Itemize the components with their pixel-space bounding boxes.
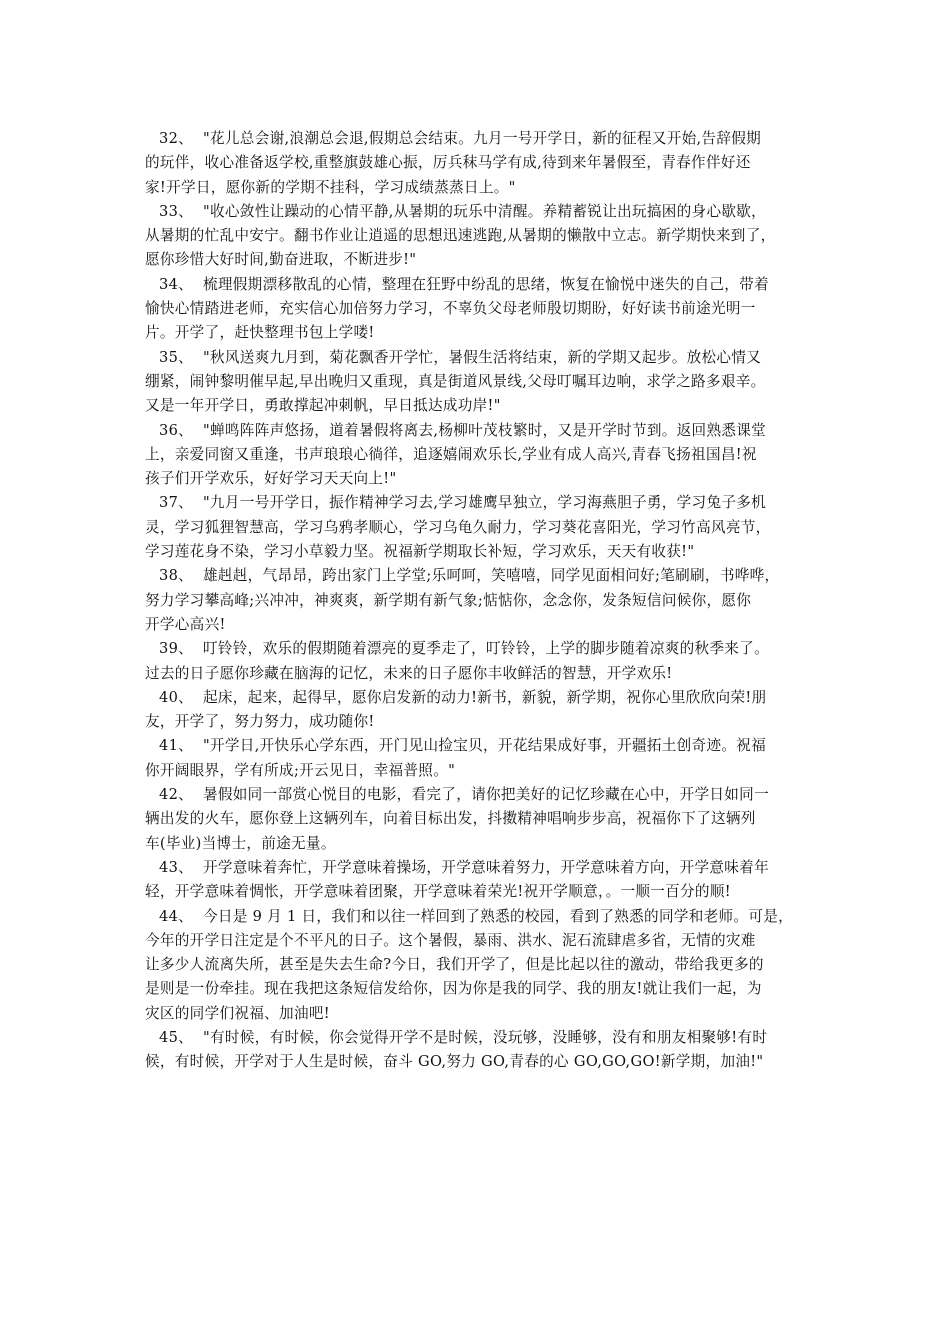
paragraph-number: 42、 <box>159 786 194 804</box>
paragraph <box>145 127 810 200</box>
paragraph-number: 33、 <box>159 202 194 220</box>
paragraph-line <box>145 807 810 831</box>
paragraph <box>145 637 810 686</box>
paragraph-line <box>145 1026 810 1050</box>
paragraph-line <box>145 953 810 977</box>
paragraph-text: "有时候，有时候，你会觉得开学不是时候，没玩够，没睡够，没有和朋友相聚够!有时 <box>203 1028 768 1046</box>
paragraph <box>145 200 810 273</box>
paragraph-text: 的玩伴，收心准备返学校,重整旗鼓雄心振，厉兵秣马学有成,待到来年暑假至，青春作伴好还 <box>145 154 751 172</box>
paragraph-text: 愿你珍惜大好时间,勤奋进取，不断进步!" <box>145 251 417 269</box>
paragraph-number: 32、 <box>159 130 194 147</box>
paragraph-text: 让多少人流离失所，甚至是失去生命?今日，我们开学了，但是比起以往的激动，带给我更多的 <box>145 956 764 974</box>
paragraph-line <box>145 443 810 467</box>
paragraph-number: 44、 <box>159 907 194 925</box>
paragraph-line <box>145 273 810 297</box>
paragraph-line <box>145 589 810 613</box>
paragraph-number: 35、 <box>159 348 194 366</box>
paragraph-text: 起床，起来，起得早，愿你启发新的动力!新书，新貌，新学期，祝你心里欣欣向荣!朋 <box>203 688 767 706</box>
paragraph-line <box>145 880 810 904</box>
paragraph <box>145 783 810 856</box>
paragraph-number: 36、 <box>159 421 194 439</box>
paragraph-line <box>145 516 810 540</box>
paragraph-line <box>145 297 810 321</box>
paragraph-text: 是则是一份牵挂。现在我把这条短信发给你，因为你是我的同学、我的朋友!就让我们一起，为 <box>145 980 762 998</box>
paragraph-line <box>145 759 810 783</box>
paragraph-line <box>145 491 810 515</box>
paragraph-number: 39、 <box>159 640 194 658</box>
paragraph-line <box>145 200 810 224</box>
paragraph-text: 愉快心情踏进老师，充实信心加倍努力学习，不辜负父母老师殷切期盼，好好读书前途光明一 <box>145 300 756 318</box>
paragraph-number: 45、 <box>159 1028 194 1046</box>
paragraph-line <box>145 1050 810 1074</box>
paragraph-line <box>145 734 810 758</box>
paragraph-line <box>145 783 810 807</box>
paragraph <box>145 419 810 492</box>
paragraph-line <box>145 176 810 200</box>
paragraph-text: "收心敛性让躁动的心情平静,从暑期的玩乐中清醒。养精蓄锐让出玩搞困的身心歇歇， <box>203 202 767 220</box>
paragraph <box>145 856 810 905</box>
paragraph-text: "蝉鸣阵阵声悠扬，道着暑假将离去,杨柳叶茂枝繁时，又是开学时节到。返回熟悉课堂 <box>203 421 767 439</box>
paragraph-number: 37、 <box>159 494 194 512</box>
paragraph-number: 38、 <box>159 567 194 585</box>
paragraph <box>145 734 810 783</box>
paragraph-text: "开学日,开快乐心学东西，开门见山捡宝贝，开花结果成好事，开疆拓土创奇迹。祝福 <box>203 737 767 755</box>
paragraph-line <box>145 929 810 953</box>
document-body <box>145 127 810 1075</box>
paragraph <box>145 1026 810 1075</box>
paragraph-text: 轻，开学意味着惆怅，开学意味着团聚，开学意味着荣光!祝开学顺意，。一顺一百分的顺! <box>145 883 731 901</box>
paragraph-line <box>145 248 810 272</box>
paragraph-text: 学习莲花身不染，学习小草毅力坚。祝福新学期取长补短，学习欢乐，天天有收获!" <box>145 543 695 561</box>
paragraph-number: 40、 <box>159 688 194 706</box>
paragraph-text: 辆出发的火车，愿你登上这辆列车，向着目标出发，抖擞精神唱响步步高，祝福你下了这辆列 <box>145 810 756 828</box>
paragraph <box>145 346 810 419</box>
paragraph-text: 雄赳赳，气昂昂，跨出家门上学堂;乐呵呵，笑嘻嘻，同学见面相问好;笔刷刷，书哗哗， <box>203 567 780 585</box>
paragraph-text: 叮铃铃，欢乐的假期随着漂亮的夏季走了，叮铃铃，上学的脚步随着凉爽的秋季来了。 <box>203 640 769 658</box>
paragraph-text: 开学意味着奔忙，开学意味着操场，开学意味着努力，开学意味着方向，开学意味着年 <box>203 858 769 876</box>
paragraph-number: 43、 <box>159 858 194 876</box>
paragraph-text: "九月一号开学日，振作精神学习去,学习雄鹰早独立，学习海燕胆子勇，学习兔子多机 <box>203 494 767 512</box>
paragraph-line <box>145 321 810 345</box>
paragraph-text: 今日是 9 月 1 日，我们和以往一样回到了熟悉的校园，看到了熟悉的同学和老师。可是， <box>203 907 793 925</box>
paragraph-line <box>145 346 810 370</box>
paragraph-line <box>145 564 810 588</box>
paragraph <box>145 686 810 735</box>
paragraph-text: 暑假如同一部赏心悦目的电影，看完了，请你把美好的记忆珍藏在心中，开学日如同一 <box>203 786 769 804</box>
paragraph-line <box>145 419 810 443</box>
paragraph-text: 候，有时候，开学对于人生是时候，奋斗 GO,努力 GO,青春的心 GO,GO,GO!新学期，加油!" <box>145 1053 764 1071</box>
paragraph-text: 开学心高兴! <box>145 615 226 633</box>
paragraph-text: 从暑期的忙乱中安宁。翻书作业让逍遥的思想迅速逃跑,从暑期的懒散中立志。新学期快来到了， <box>145 227 776 245</box>
paragraph-text: 绷紧，闹钟黎明催早起,早出晚归又重现，真是街道风景线,父母叮嘱耳边响，求学之路多艰辛。 <box>145 372 766 390</box>
paragraph-text: 努力学习攀高峰;兴冲冲，神爽爽，新学期有新气象;惦惦你，念念你，发条短信问候你，愿你 <box>145 591 752 609</box>
paragraph-text: 今年的开学日注定是个不平凡的日子。这个暑假，暴雨、洪水、泥石流肆虐多省，无情的灾难 <box>145 931 756 949</box>
paragraph-line <box>145 370 810 394</box>
paragraph-text: 灵，学习狐狸智慧高，学习乌鸦孝顺心，学习乌龟久耐力，学习葵花喜阳光，学习竹高风亮节， <box>145 518 771 536</box>
paragraph <box>145 491 810 564</box>
paragraph-line <box>145 467 810 491</box>
paragraph-text: "花儿总会谢,浪潮总会退,假期总会结束。九月一号开学日，新的征程又开始,告辞假期 <box>203 130 762 147</box>
paragraph-line <box>145 224 810 248</box>
paragraph-number: 34、 <box>159 275 194 293</box>
paragraph-line <box>145 977 810 1001</box>
paragraph-text: 你开阔眼界，学有所成;开云见日，幸福普照。" <box>145 761 456 779</box>
paragraph-line <box>145 1002 810 1026</box>
paragraph-line <box>145 856 810 880</box>
paragraph-text: 梳理假期漂移散乱的心情，整理在狂野中纷乱的思绪，恢复在愉悦中迷失的自己，带着 <box>203 275 769 293</box>
paragraph-line <box>145 662 810 686</box>
paragraph-text: 孩子们开学欢乐，好好学习天天向上!" <box>145 470 397 488</box>
paragraph-line <box>145 613 810 637</box>
paragraph-text: 灾区的同学们祝福、加油吧! <box>145 1004 330 1022</box>
paragraph-line <box>145 151 810 175</box>
paragraph-text: 友，开学了，努力努力，成功随你! <box>145 713 375 731</box>
paragraph-line <box>145 637 810 661</box>
paragraph-text: "秋风送爽九月到，菊花飘香开学忙，暑假生活将结束，新的学期又起步。放松心情又 <box>203 348 762 366</box>
paragraph-text: 上，亲爱同窗又重逢，书声琅琅心徜徉，追逐嬉闹欢乐长,学业有成人高兴,青春飞扬祖国昌!祝 <box>145 445 757 463</box>
paragraph <box>145 564 810 637</box>
paragraph-line <box>145 540 810 564</box>
paragraph-line <box>145 832 810 856</box>
paragraph-text: 车(毕业)当博士，前途无量。 <box>145 834 336 852</box>
paragraph-line <box>145 394 810 418</box>
paragraph-line <box>145 710 810 734</box>
paragraph-line <box>145 905 810 929</box>
paragraph-text: 片。开学了，赶快整理书包上学喽! <box>145 324 375 342</box>
paragraph-line <box>145 686 810 710</box>
paragraph <box>145 273 810 346</box>
paragraph-text: 家!开学日，愿你新的学期不挂科，学习成绩蒸蒸日上。" <box>145 178 516 196</box>
paragraph <box>145 905 810 1026</box>
paragraph-text: 过去的日子愿你珍藏在脑海的记忆，未来的日子愿你丰收鲜活的智慧，开学欢乐! <box>145 664 673 682</box>
paragraph-number: 41、 <box>159 737 194 755</box>
paragraph-text: 又是一年开学日，勇敢撑起冲刺帆，早日抵达成功岸!" <box>145 397 501 415</box>
paragraph-line <box>145 127 810 151</box>
